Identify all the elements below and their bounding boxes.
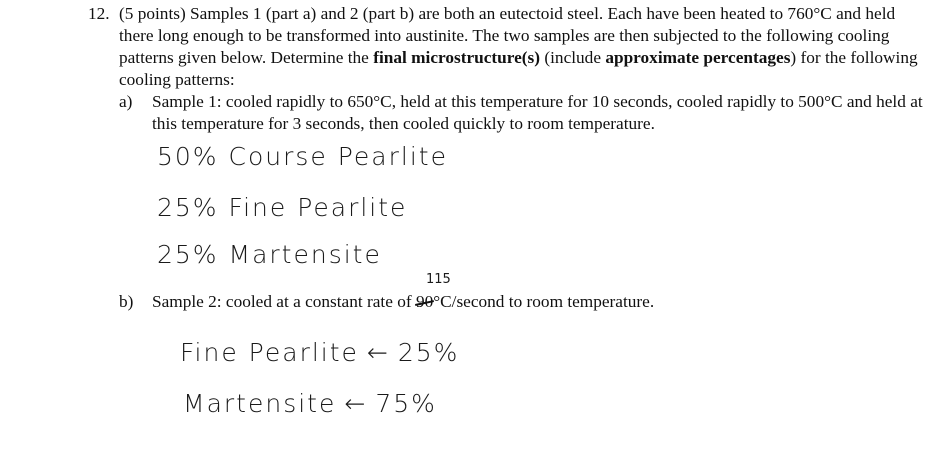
handwritten-correction: 115 bbox=[426, 272, 451, 287]
answer-b-1: Fine Pearlite ← 25% bbox=[180, 338, 460, 367]
answer-a-3: 25% Martensite bbox=[157, 240, 382, 269]
part-b-letter: b) bbox=[119, 292, 134, 311]
answer-a-2: 25% Fine Pearlite bbox=[157, 193, 408, 222]
struck-value: 90 bbox=[415, 292, 434, 311]
question-12 bbox=[88, 3, 928, 91]
arrow-left-icon: ← bbox=[344, 389, 368, 418]
part-b bbox=[119, 291, 929, 313]
answer-a-1: 50% Course Pearlite bbox=[157, 142, 448, 171]
part-a-text: Sample 1: cooled rapidly to 650°C, held at this temperature for 10 seconds, cooled rapidly to 500°C and held at this temperature for 3 seconds, then cooled quickly to room temperature. bbox=[152, 92, 923, 133]
bold-approximate-percentages: approximate percentages bbox=[605, 48, 791, 67]
question-number: 12. bbox=[88, 4, 110, 23]
arrow-left-icon: ← bbox=[366, 338, 390, 367]
part-a bbox=[119, 91, 929, 135]
part-a-letter: a) bbox=[119, 92, 133, 111]
bold-final-microstructure: final microstructure(s) bbox=[373, 48, 541, 67]
answer-b-2: Martensite ← 75% bbox=[183, 389, 437, 418]
part-b-text: Sample 2: cooled at a constant rate of 90°C/second to room temperature. bbox=[152, 292, 655, 311]
question-intro: (5 points) Samples 1 (part a) and 2 (part b) are both an eutectoid steel. Each have been heated to 760°C and held there long enough to be transformed into austinite. The two samples are then subjected to the following cooling patterns given below. Determine the final microstructure(s) (include approximate percentages) for the following cooling patterns: bbox=[119, 4, 918, 89]
